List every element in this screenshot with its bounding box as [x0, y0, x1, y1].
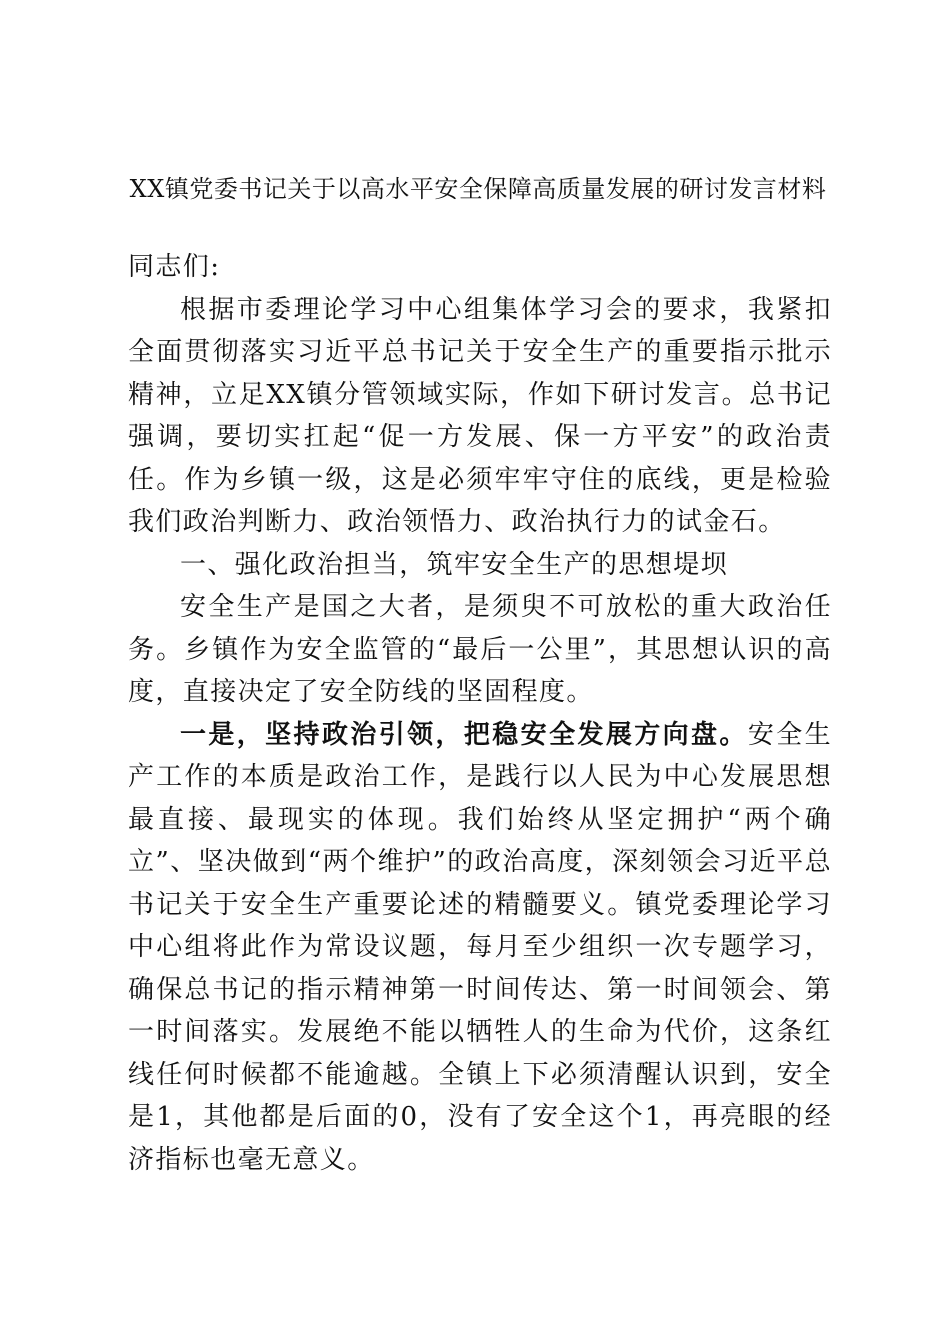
section-heading-one: 一、强化政治担当，筑牢安全生产的思想堤坝: [180, 549, 729, 580]
point-one-text: 安全生产工作的本质是政治工作，是践行以人民为中心发展思想最直接、最现实的体现。我们始终从坚定拥护“两个确立”、坚决做到“两个维护”的政治高度，深刻领会习近平总书记关于安全生产重要论述的精髓要义。镇党委理论学习中心组将此作为常设议题，每月至少组织一次专题学习，确保总书记的指示精神第一时间传达、第一时间领会、第一时间落实。发展绝不能以牺牲人的生命为代价，这条红线任何时候都不能逾越。全镇上下必须清醒认识到，安全是1，其他都是后面的0，没有了安全这个1，再亮眼的经济指标也毫无意义。: [128, 719, 832, 1175]
salutation: 同志们:: [128, 252, 221, 282]
document-title: XX镇党委书记关于以高水平安全保障高质量发展的研讨发言材料: [129, 175, 827, 203]
point-one-lead: 一是，坚持政治引领，把稳安全发展方向盘。: [180, 719, 748, 750]
section-one-paragraph: 安全生产是国之大者，是须臾不可放松的重大政治任务。乡镇作为安全监管的“最后一公里”，其思想认识的高度，直接决定了安全防线的坚固程度。: [128, 592, 832, 707]
intro-paragraph: 根据市委理论学习中心组集体学习会的要求，我紧扣全面贯彻落实习近平总书记关于安全生产的重要指示批示精神，立足XX镇分管领域实际，作如下研讨发言。总书记强调，要切实扛起“促一方发展、保一方平安”的政治责任。作为乡镇一级，这是必须牢牢守住的底线，更是检验我们政治判断力、政治领悟力、政治执行力的试金石。: [128, 294, 832, 537]
point-one-paragraph: [128, 714, 832, 1182]
document-body: [128, 246, 832, 1181]
